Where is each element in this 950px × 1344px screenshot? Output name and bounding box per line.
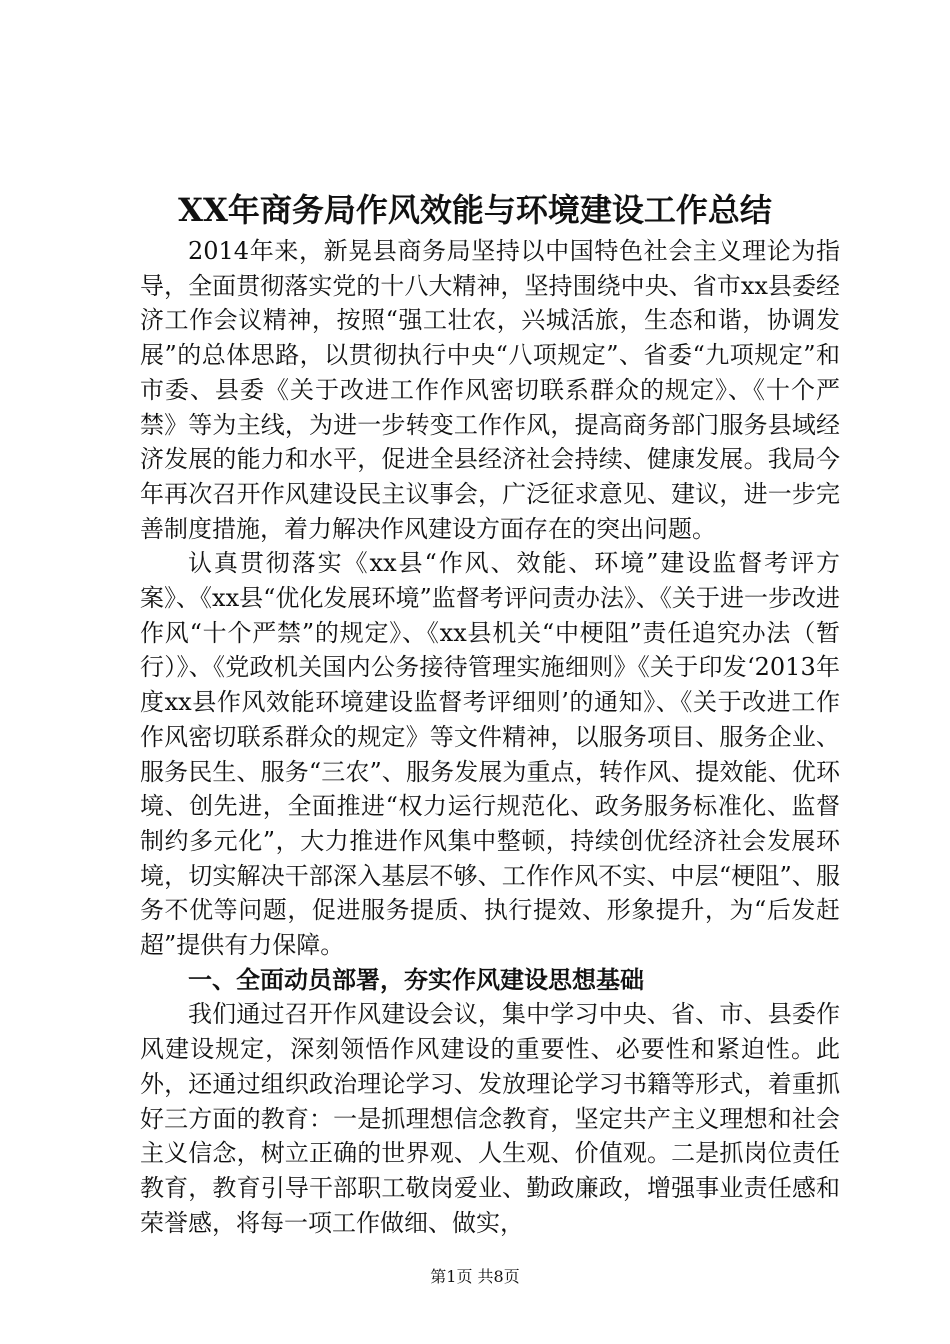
document-body bbox=[140, 234, 840, 1240]
section-heading-1: 一、全面动员部署，夯实作风建设思想基础 bbox=[188, 964, 644, 994]
section-1-paragraph: 我们通过召开作风建设会议，集中学习中央、省、市、县委作风建设规定，深刻领悟作风建设的重要性、必要性和紧迫性。此外，还通过组织政治理论学习、发放理论学习书籍等形式，着重抓好三方面的教育：一是抓理想信念教育，坚定共产主义理想和社会主义信念，树立正确的世界观、人生观、价值观。二是抓岗位责任教育，教育引导干部职工敬岗爱业、勤政廉政，增强事业责任感和荣誉感，将每一项工作做细、做实， bbox=[140, 1000, 840, 1237]
policy-paragraph: 认真贯彻落实《xx县“作风、效能、环境”建设监督考评方案》、《xx县“优化发展环境”监督考评问责办法》、《关于进一步改进作风“十个严禁”的规定》、《xx县机关“中梗阻”责任追究办法（暂行）》、《党政机关国内公务接待管理实施细则》《关于印发‘2013年度xx县作风效能环境建设监督考评细则’的通知》、《关于改进工作作风密切联系群众的规定》等文件精神，以服务项目、服务企业、服务民生、服务“三农”、服务发展为重点，转作风、提效能、优环境、创先进，全面推进“权力运行规范化、政务服务标准化、监督制约多元化”，大力推进作风集中整顿，持续创优经济社会发展环境，切实解决干部深入基层不够、工作作风不实、中层“梗阻”、服务不优等问题，促进服务提质、执行提效、形象提升，为“后发赶超”提供有力保障。 bbox=[140, 549, 840, 960]
intro-paragraph: 2014年来，新晃县商务局坚持以中国特色社会主义理论为指导，全面贯彻落实党的十八大精神，坚持围绕中央、省市xx县委经济工作会议精神，按照“强工壮农，兴城活旅，生态和谐，协调发展”的总体思路，以贯彻执行中央“八项规定”、省委“九项规定”和市委、县委《关于改进工作作风密切联系群众的规定》、《十个严禁》等为主线，为进一步转变工作作风，提高商务部门服务县域经济发展的能力和水平，促进全县经济社会持续、健康发展。我局今年再次召开作风建设民主议事会，广泛征求意见、建议，进一步完善制度措施，着力解决作风建设方面存在的突出问题。 bbox=[140, 237, 840, 543]
page-number-footer: 第1页 共8页 bbox=[430, 1267, 520, 1286]
document-title: XX年商务局作风效能与环境建设工作总结 bbox=[178, 191, 772, 229]
